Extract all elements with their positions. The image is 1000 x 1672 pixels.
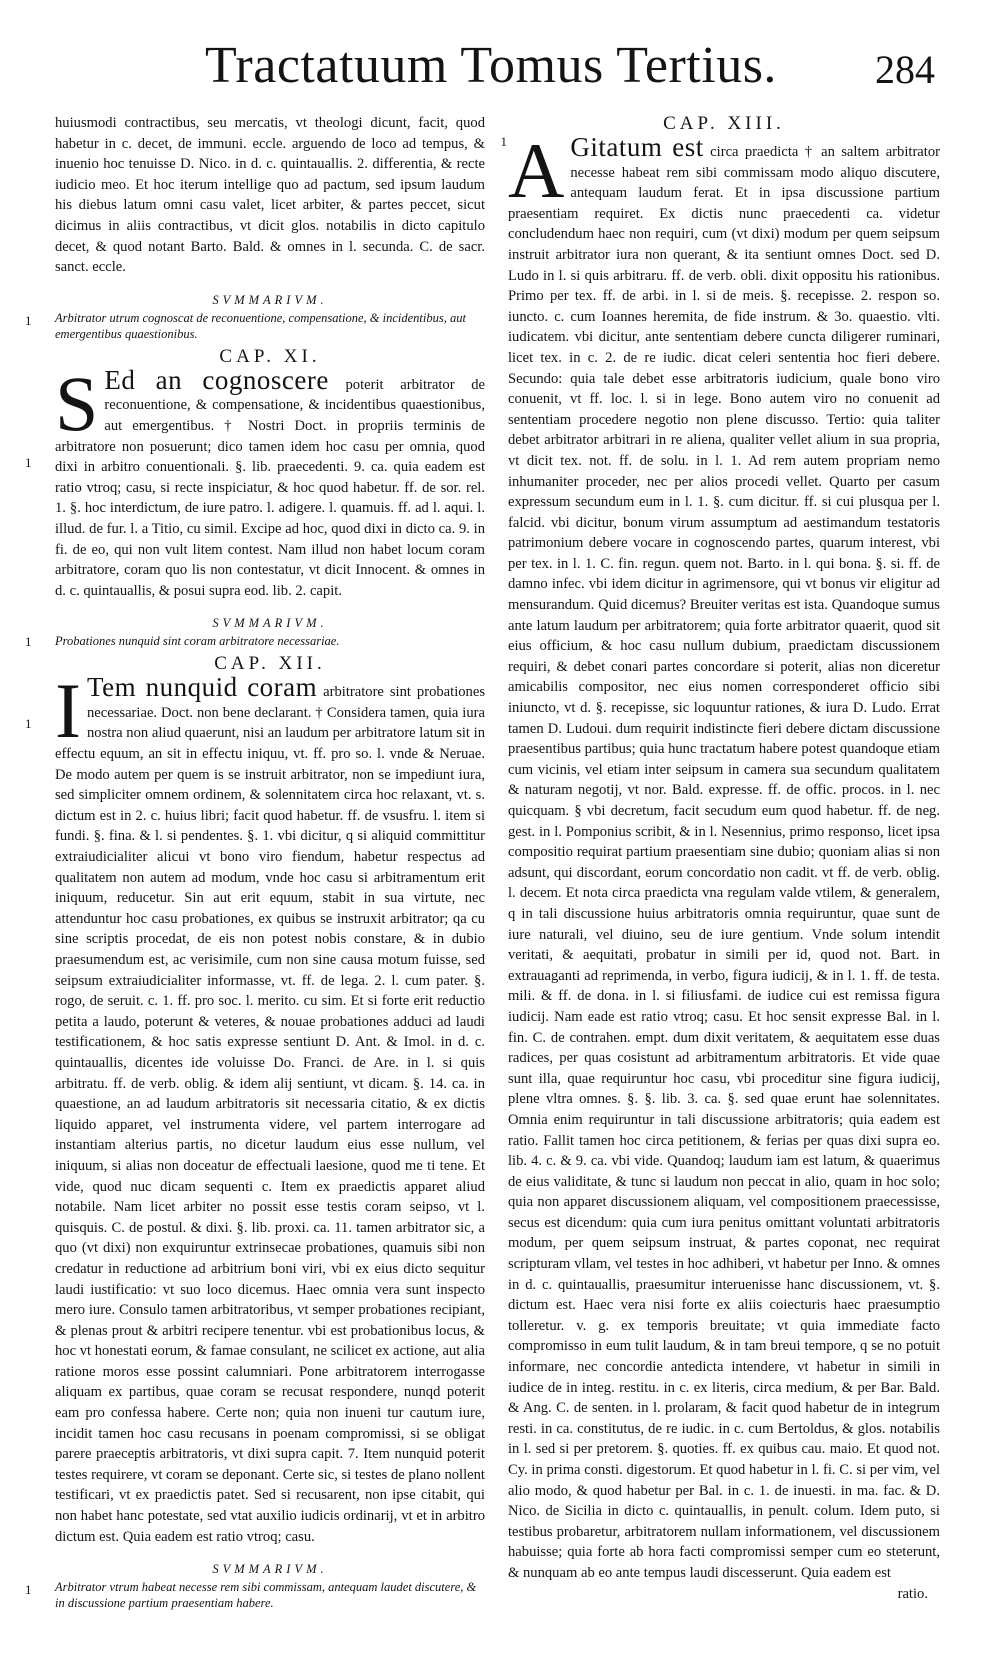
page-number: 284: [875, 47, 935, 92]
margin-note: 1: [500, 134, 507, 149]
summarium-heading: SVMMARIVM.: [212, 1562, 328, 1577]
summary-entry: [25, 1579, 485, 1611]
opening-words: Gitatum est: [570, 132, 704, 162]
closing-word: ratio.: [897, 1585, 928, 1602]
left-column: [25, 113, 507, 1615]
drop-capital: I: [55, 667, 81, 755]
drop-capital: S: [55, 359, 99, 447]
chapter-paragraph: [508, 127, 940, 1584]
paragraph-text: huiusmodi contractibus, seu mercatis, vt theologi dicunt, facit, quod habetur in c. decet, de immuni. eccle. arguendo de loco ad tempus, & inuenio hoc tenuisse D. Nico. in d. c. quintauallis. 2. differentia, & recte iudicio meo. Et hoc iterum intellige quo ad pactum, sed ipsum laudum his diebus latum omni casu valet, licet arbiter, & partes peccet, sicut dicimus in aliis contractibus, vt dicit glos. notabilis in dicto capitulo decet, & quod notant Barto. Bald. & omnes in l. secunda. C. de sacr. sanct. eccle.: [55, 115, 485, 276]
opening-words: Ed an cognoscere: [104, 364, 329, 395]
chapter-paragraph: [25, 667, 485, 1547]
opening-words: Tem nunquid coram: [86, 672, 318, 703]
paragraph-text: circa praedicta † an saltem arbitrator necesse habeat rem sibi commissam modo aliquo discutere, antequam laudum ferat. Et in ipsa discussione partium praesentiam requiret. Ex dictis nunc praecedenti ca. videtur concludendum haec non requiri, cum (vt dixi) modum per quem seipsum instruit arbitrator iura non querant, & ita sentiunt omnes Doct. sed D. Ludo in l. si quis arbitraru. ff. de verb. obli. dixit oppositu his rationibus. Primo per tex. ff. de arbi. in l. si de meis. §. recepisse. 2. respon so. iuncto. c. cum Ioannes heremita, de fide instrum. & 3o. quaestio. vlti. iudicatem. vbi dicitur, ante sententiam debere cuncta diligerer ruminari, licet tex. in c. 2. de re iudic. dicat celeri sententia hoc fieri debere. Secundo: quia tale debet esse arbitratoris iudicium, quale bono viro conuenit, vt ff. loc. l. si in lege. Bono autem viro no conuenit ad sententiam procedere negotio non plene discusso. Tertio: quia taliter debet arbitrator arbitrari in re aliena, qualiter vellet alium in sua propria, vt dicit tex. not. ff. de solu. in l. 1. Ad rem autem propriam nemo inhumaniter proceder, nec per alios procedi vellet. Quarto per casum expressum secundum eum in l. 1. §. cum dicitur. ff. si cui plusqua per l. falcid. vbi dicitur, bonum virum assumptum ad aestimandum testatoris patrimonium debere vocare in cognoscendo partes, quarum interest, vbi per tex. in l. 1. C. fin. regun. quem not. Barto. in l. qui bona. §. si. ff. de damno infec. vbi idem dicitur in agrimensore, qui vt bonus vir eligitur ad mensurandum. Quid dicemus? Breuiter veritas est ista. Quandoque sumus ante latum laudum per arbitratorem; quia forte arbitrator quaerit, quod sit eius officium, & hoc casu nullum dubium, praedictam discussionem requiri, & debet conari partes concordare si poterit, alias non diceretur amicabilis compositor, nec eius nomen corresponderet officio sibi iniuncto, vt d. §. recepisse, sic loquuntur rationes, & iura D. Ludo. Errat tamen D. Ludoui. dum requirit indistincte fieri debere dictam discussione praesentibus partibus; quia hunc tractatum habere potest quandoque etiam cum vicinis, vel etiam inter seipsum in camera sua secundum qualitatem & naturam negotij, vt nor. Bald. expresse. ff. de offic. procos. in l. nec quicquam. § vbi decretum, facit secudum eum quod habetur. ff. de neg. gest. in l. Pomponius scribit, & in l. Nesennius, primo responso, licet ipsa compositio requirat partium praesentiam sine dubio; quoniam alias si non adsunt, qui discordant, eorum concordatio non cadit. vt ff. de verb. oblig. l. decem. Et nota circa praedicta vna regulam valde vtilem, & generalem, q in tali discussione huius arbitratoris omnia requiruntur, quae sunt de iure naturali, vel diuino, seu de iure gentium. Vnde solum intendit veritati, & aequitati, probatur in simili per id, quod not. Bart. in extrauaganti ad reprimenda, in verbo, figura iudicij, & in l. 1. ff. de testa. mili. & ff. de dona. in l. si filiusfami. de iudice cui est remissa figura iudicij. Nam eade est ratio vtroq; casu. Et hoc sensit expresse Bal. in l. fin. C. de contrahen. empt. dum dixit veritatem, & aequitatem esse duas radices, per quas cosistunt ad arbitramentum arbitratoris. Et vide quae sunt illa, quae requiruntur hoc casu, vbi proceditur sine figura iudicij, plene vltra omnes. §. §. lib. 3. ca. §. sed quae erunt hae solennitates. Omnia enim requiruntur in tali discussione arbitratoris; quia eadem est ratio. Fallit tamen hoc circa petitionem, & ferias per quas dixi supra eo. lib. 4. c. & 9. ca. vbi vide. Quandoq; laudum iam est latum, & quaerimus de eius validitate, & tunc si laudum non peccat in alio, quam in hoc solo; quia non apparet discussionem aliquam, vel compositionem praecessisse, secus est dicendum: quia cum iura penitus omittant voluntati arbitratoris modum, per quem seipsum instruat, & partes coponat, nec requirat scripturam vllam, vel testes in hoc adhiberi, vt habetur per Inno. & omnes in d. c. quintauallis, praesumitur interuenisse hanc discussionem, vt. §. dictum est. Haec vera nisi forte ex aliis coiecturis haec praesumptio tolleretur. v. g. ex temporis breuitate; vt quia immediate facto compromisso in eum tulit laudum, & in tam breui tempore, q se no potuit informare, nec concordie antedicta intendere, vt habetur in simili in iudice de in integ. restitu. in c. ex literis, circa medium, & per Bar. Bald. & Ang. C. de senten. in l. prolaram, & facit quod habetur de in integrum resti. in ca. constitutus, de re iudic. in c. cum Bertoldus, & glos. notabilis in l. sed si per pretorem. §. quoties. ff. ex quibus cau. maio. Et quod not. Cy. in prima consti. digestorum. Et quod habetur in l. fi. C. si per vim, vel alio modo, & quod habetur per Bal. in c. 1. de inuesti. in ma. fac. & D. Nico. de Sicilia in dicto c. quintauallis, in penult. colum. Idem puto, si testibus probaretur, arbitratorem nullam informationem, vel discussionem habuisse; quia forte ab hora facti compromissi semper cum eo steterunt, & nunquam ab eo ante tempus laudi discesserunt. Quia eadem est: [508, 144, 940, 1581]
paragraph-text: poterit arbitrator de reconuentione, & compensatione, & incidentibus quaestionibus, aut emergentibus. † Nostri Doct. in propriis terminis de arbitratore non posuerunt; dico tamen idem hoc casu per omnia, quod dixi in arbitro conuentionali. §. lib. praecedenti. 9. ca. quia eadem est ratio vtroq; casu, si recte inspiciatur, & hoc quod habetur. ff. de sor. rel. 1. §. hoc interdictum, de iure patro. l. adigere. l. quamuis. ff. ad l. aqui. l. illud. de fur. l. a Titio, cu simil. Excipe ad hoc, quod dixi in dicto ca. 9. in fi. de eo, qui non vult litem contest. Nam illud non habet locum coram arbitratore, coram quo lis non contestatur, vt dicit Innocent. & omnes in d. c. quintauallis, & posui supra eod. lib. 2. capit.: [55, 376, 485, 599]
drop-capital: A: [508, 127, 565, 214]
running-title: Tractatuum Tomus Tertius.: [205, 37, 777, 94]
margin-note: 1: [25, 634, 32, 650]
chapter-heading: CAP. XI.: [219, 345, 321, 367]
summary-text: Arbitrator utrum cognoscat de reconuentione, compensatione, & incidentibus, aut emergentibus quaestionibus.: [55, 310, 466, 341]
chapter-heading: CAP. XIII.: [663, 113, 785, 134]
opening-paragraph: [55, 113, 507, 278]
summary-entry: [25, 310, 485, 342]
chapter-paragraph: [25, 359, 485, 602]
paragraph-text: arbitratore sint probationes necessariae. Doct. non bene declarant. † Considera tamen, quia iura nostra non aliud quaerunt, nisi an laudum per arbitratore latum sit in effectu equum, an sit in effectu iniquu, vt. ff. pro so. l. vnde & Neruae. De modo autem per quem is se instruit arbitrator, non se impediunt iura, sed simpliciter omnem ordinem, & solennitatem circa hoc relaxant, vt. s. dictum est in 2. c. huius libri; facit quod habetur. ff. de vsusfru. l. item si fundi. §. fina. & l. si pendentes. §. 1. vbi dicitur, q si aliquid committitur extraiudicialiter alicui vt bono viro fiendum, habetur respectus ad qualitatem non autem ad modum, vnde hoc casu si arbitramentum erit iniquum, reducetur. Sin aut erit equum, stabit in sua virtute, nec attenduntur hoc casu probationes, ex quibus se instruxit arbitrator; qa cu sine scriptis procedat, de eis non potest nobis constare, & in dubio praesumendum est, ac verisimile, cum non sine causa motum fuisse, sed seipsum extraiudicialiter informasse, vt. ff. de lega. 2. l. cum pater. §. rogo, de seruit. c. 1. ff. pro soc. l. merito. cu sim. Et si forte erit reductio petita a laudo, poterunt & veteres, & nouae probationes adduci ad laudi testificationem, & hoc satis expresse sentiunt D. Ant. & Imol. in d. c. quintauallis, dicentes ide voluisse Do. Franci. de Are. in l. si quis arbitratu. ff. de verb. oblig. & idem alij sentiunt, vt dicam. §. 14. ca. in quaestione, an ad laudum arbitratoris sit necessaria citatio, & ex dictis liquido apparet, vel instrumenta videre, vel partem interrogare ad instantiam alterius partis, no dicetur laudum eius esse nullum, vel iniquum, si alias non doceatur de effectuali laesione, quod me ti tene. Et vide, quod nuc dicam sequenti c. Item ex praedictis apparet aliud notabile. Nam licet arbiter no possit esse testis coram seipso, vt l. quisquis. C. de postul. & dixi. §. lib. proxi. ca. 11. tamen arbitrator sic, a quo (vt dixi) non exquiruntur extrinsecae probationes, quamuis sibi non credatur in reductione ad arbitrium boni viri, vbi ex eius dicto sequitur laudi iustificatio: vt suo loco dicemus. Haec omnia vera sunt inspecto mero iure. Consulo tamen arbitratoribus, vt semper probationes recipiant, & plenas prout & arbitri recipere tenentur. vbi est probationibus locus, & hoc vt honestati eorum, & famae consulant, ne scilicet ex actione, aut alia ratione moros esse possint calumniari. Pone arbitratorem interrogasse aliquam ex partibus, quae coram se recusat respondere, nunqd poterit eam pro confessa habere. Certe non; quia non inueni tur cautum iure, incidit tamen hoc casu recusans in poenam compromissi, si se obligat parere praeceptis arbitratoris, vt dixi supra capit. 7. Item nunquid poterit testes requirere, vt coram se deponant. Certe sic, si testes de plano nollent testificari, vt ex praedictis patet. Sed si recusarent, non ipse citabit, qui non habet hanc potestate, sed vtat auxilio iudicis ordinarij, vt et in arbitro dictum est. Quia eadem est ratio vtroq; casu.: [55, 684, 485, 1545]
margin-note: 1: [25, 454, 32, 470]
summary-entry: [25, 633, 485, 650]
summarium-heading: SVMMARIVM.: [212, 616, 328, 631]
summary-text: Probationes nunquid sint coram arbitratore necessariae.: [55, 634, 340, 649]
summary-text: Arbitrator vtrum habeat necesse rem sibi commissam, antequam laudet discutere, & in discussione partium praesentiam habere.: [55, 1580, 477, 1611]
right-column: [508, 113, 940, 1604]
margin-note: 1: [25, 312, 32, 328]
margin-note: 1: [25, 716, 32, 732]
summarium-heading: SVMMARIVM.: [212, 292, 328, 307]
chapter-heading: CAP. XII.: [214, 653, 326, 675]
margin-note: 1: [25, 1582, 32, 1598]
